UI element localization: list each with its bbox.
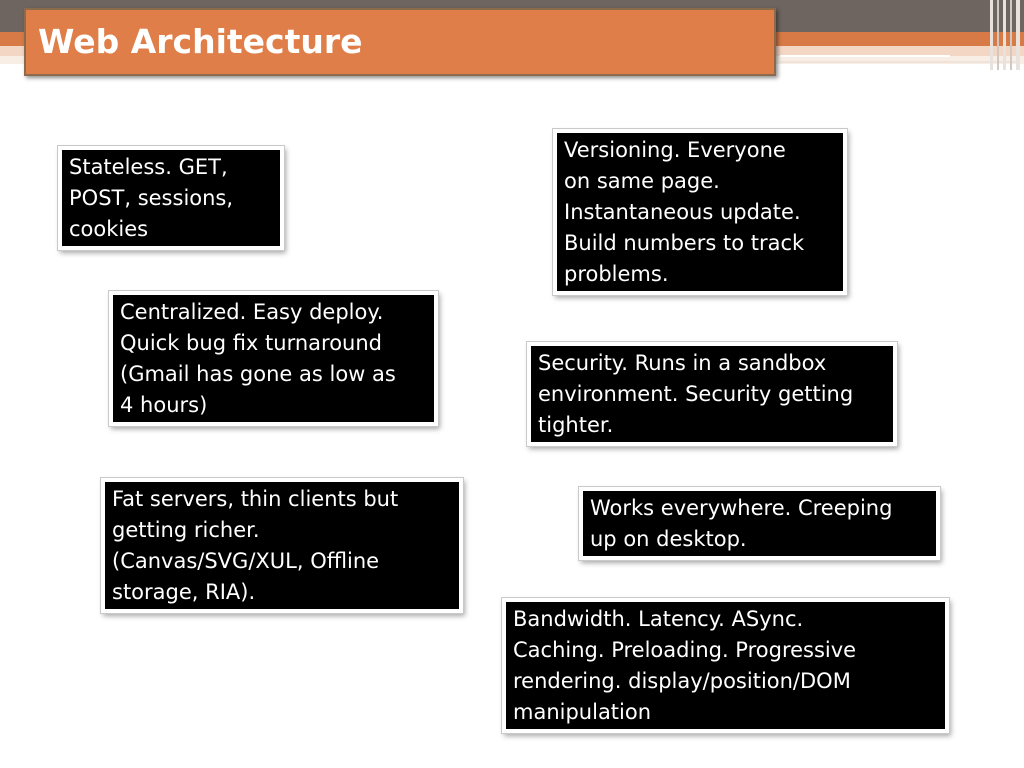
note-text: Works everywhere. Creeping up on desktop. xyxy=(590,496,893,551)
header-deco-line xyxy=(780,61,1020,63)
note-stateless xyxy=(58,146,284,250)
note-works-everywhere xyxy=(579,487,940,560)
note-text: Fat servers, thin clients but getting richer. (Canvas/SVG/XUL, Offline storage, RIA). xyxy=(112,487,399,604)
slide-title: Web Architecture xyxy=(38,22,363,61)
note-text: Centralized. Easy deploy. Quick bug fix turnaround (Gmail has gone as low as 4 hours) xyxy=(120,300,396,417)
header-vertical-stripe xyxy=(1010,0,1012,70)
note-versioning xyxy=(553,129,847,295)
note-text: Security. Runs in a sandbox environment. Security getting tighter. xyxy=(538,351,854,437)
header-vertical-stripe xyxy=(1016,0,1020,70)
title-box xyxy=(24,8,776,76)
note-bandwidth xyxy=(502,598,949,733)
header-deco-line xyxy=(780,55,950,57)
note-centralized xyxy=(109,291,438,426)
header-vertical-stripe xyxy=(990,0,993,70)
note-text: Versioning. Everyone on same page. Instantaneous update. Build numbers to track problems. xyxy=(564,138,805,286)
note-text: Stateless. GET, POST, sessions, cookies xyxy=(69,155,234,241)
note-security xyxy=(527,342,897,446)
note-text: Bandwidth. Latency. ASync. Caching. Preloading. Progressive rendering. display/position/DOM manipulation xyxy=(513,607,857,724)
header-vertical-stripe xyxy=(997,0,999,70)
note-fat-servers xyxy=(101,478,463,613)
header-vertical-stripe xyxy=(1003,0,1006,70)
